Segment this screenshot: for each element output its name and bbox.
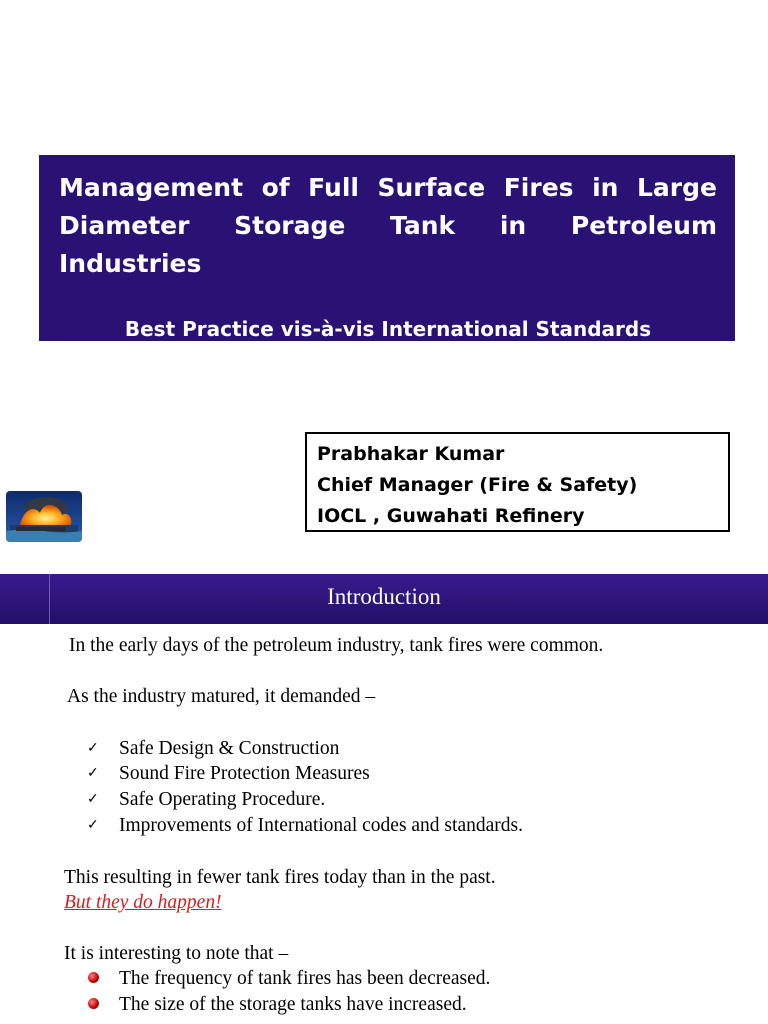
intro-paragraph-2: As the industry matured, it demanded – <box>67 686 376 707</box>
title-line-2: Diameter Storage Tank in Petroleum Industries <box>59 211 717 278</box>
introduction-slide <box>0 572 768 1024</box>
checkmark-icon: ✓ <box>87 792 99 807</box>
red-bullet-icon <box>88 998 99 1009</box>
bullet-item-label: The size of the storage tanks have increased. <box>119 994 467 1015</box>
checklist-item <box>87 815 523 837</box>
emphasis-text: But they do happen! <box>64 892 222 913</box>
checkmark-icon: ✓ <box>87 766 99 781</box>
slide-subtitle: Best Practice vis-à-vis International Standards <box>124 317 652 341</box>
tank-fire-photo <box>6 491 82 542</box>
checkmark-icon: ✓ <box>87 818 99 833</box>
checklist-item <box>87 789 325 811</box>
author-designation: Chief Manager (Fire & Safety) <box>317 474 638 496</box>
author-info-box <box>305 432 730 532</box>
slide-header-bar <box>0 574 768 624</box>
checklist-item-label: Sound Fire Protection Measures <box>119 763 370 784</box>
author-organization: IOCL , Guwahati Refinery <box>317 505 585 527</box>
red-bullet-icon <box>88 972 99 983</box>
bullet-item <box>88 994 467 1016</box>
bullet-item-label: The frequency of tank fires has been decreased. <box>119 968 491 989</box>
author-name: Prabhakar Kumar <box>317 443 505 465</box>
intro-paragraph-3: This resulting in fewer tank fires today than in the past. <box>64 867 496 888</box>
checklist-item-label: Improvements of International codes and standards. <box>119 815 523 836</box>
checkmark-icon: ✓ <box>87 741 99 756</box>
intro-paragraph-1: In the early days of the petroleum industry, tank fires were common. <box>69 635 604 656</box>
checklist-item-label: Safe Design & Construction <box>119 738 340 759</box>
slide-title <box>59 169 717 283</box>
checklist-item <box>87 738 339 760</box>
intro-paragraph-4: It is interesting to note that – <box>64 943 289 964</box>
slide-heading: Introduction <box>327 584 441 609</box>
title-banner <box>39 155 735 341</box>
checklist-item <box>87 763 370 785</box>
bullet-item <box>88 968 490 990</box>
title-line-1: Management of Full Surface Fires in Large <box>59 173 717 202</box>
checklist-item-label: Safe Operating Procedure. <box>119 789 326 810</box>
